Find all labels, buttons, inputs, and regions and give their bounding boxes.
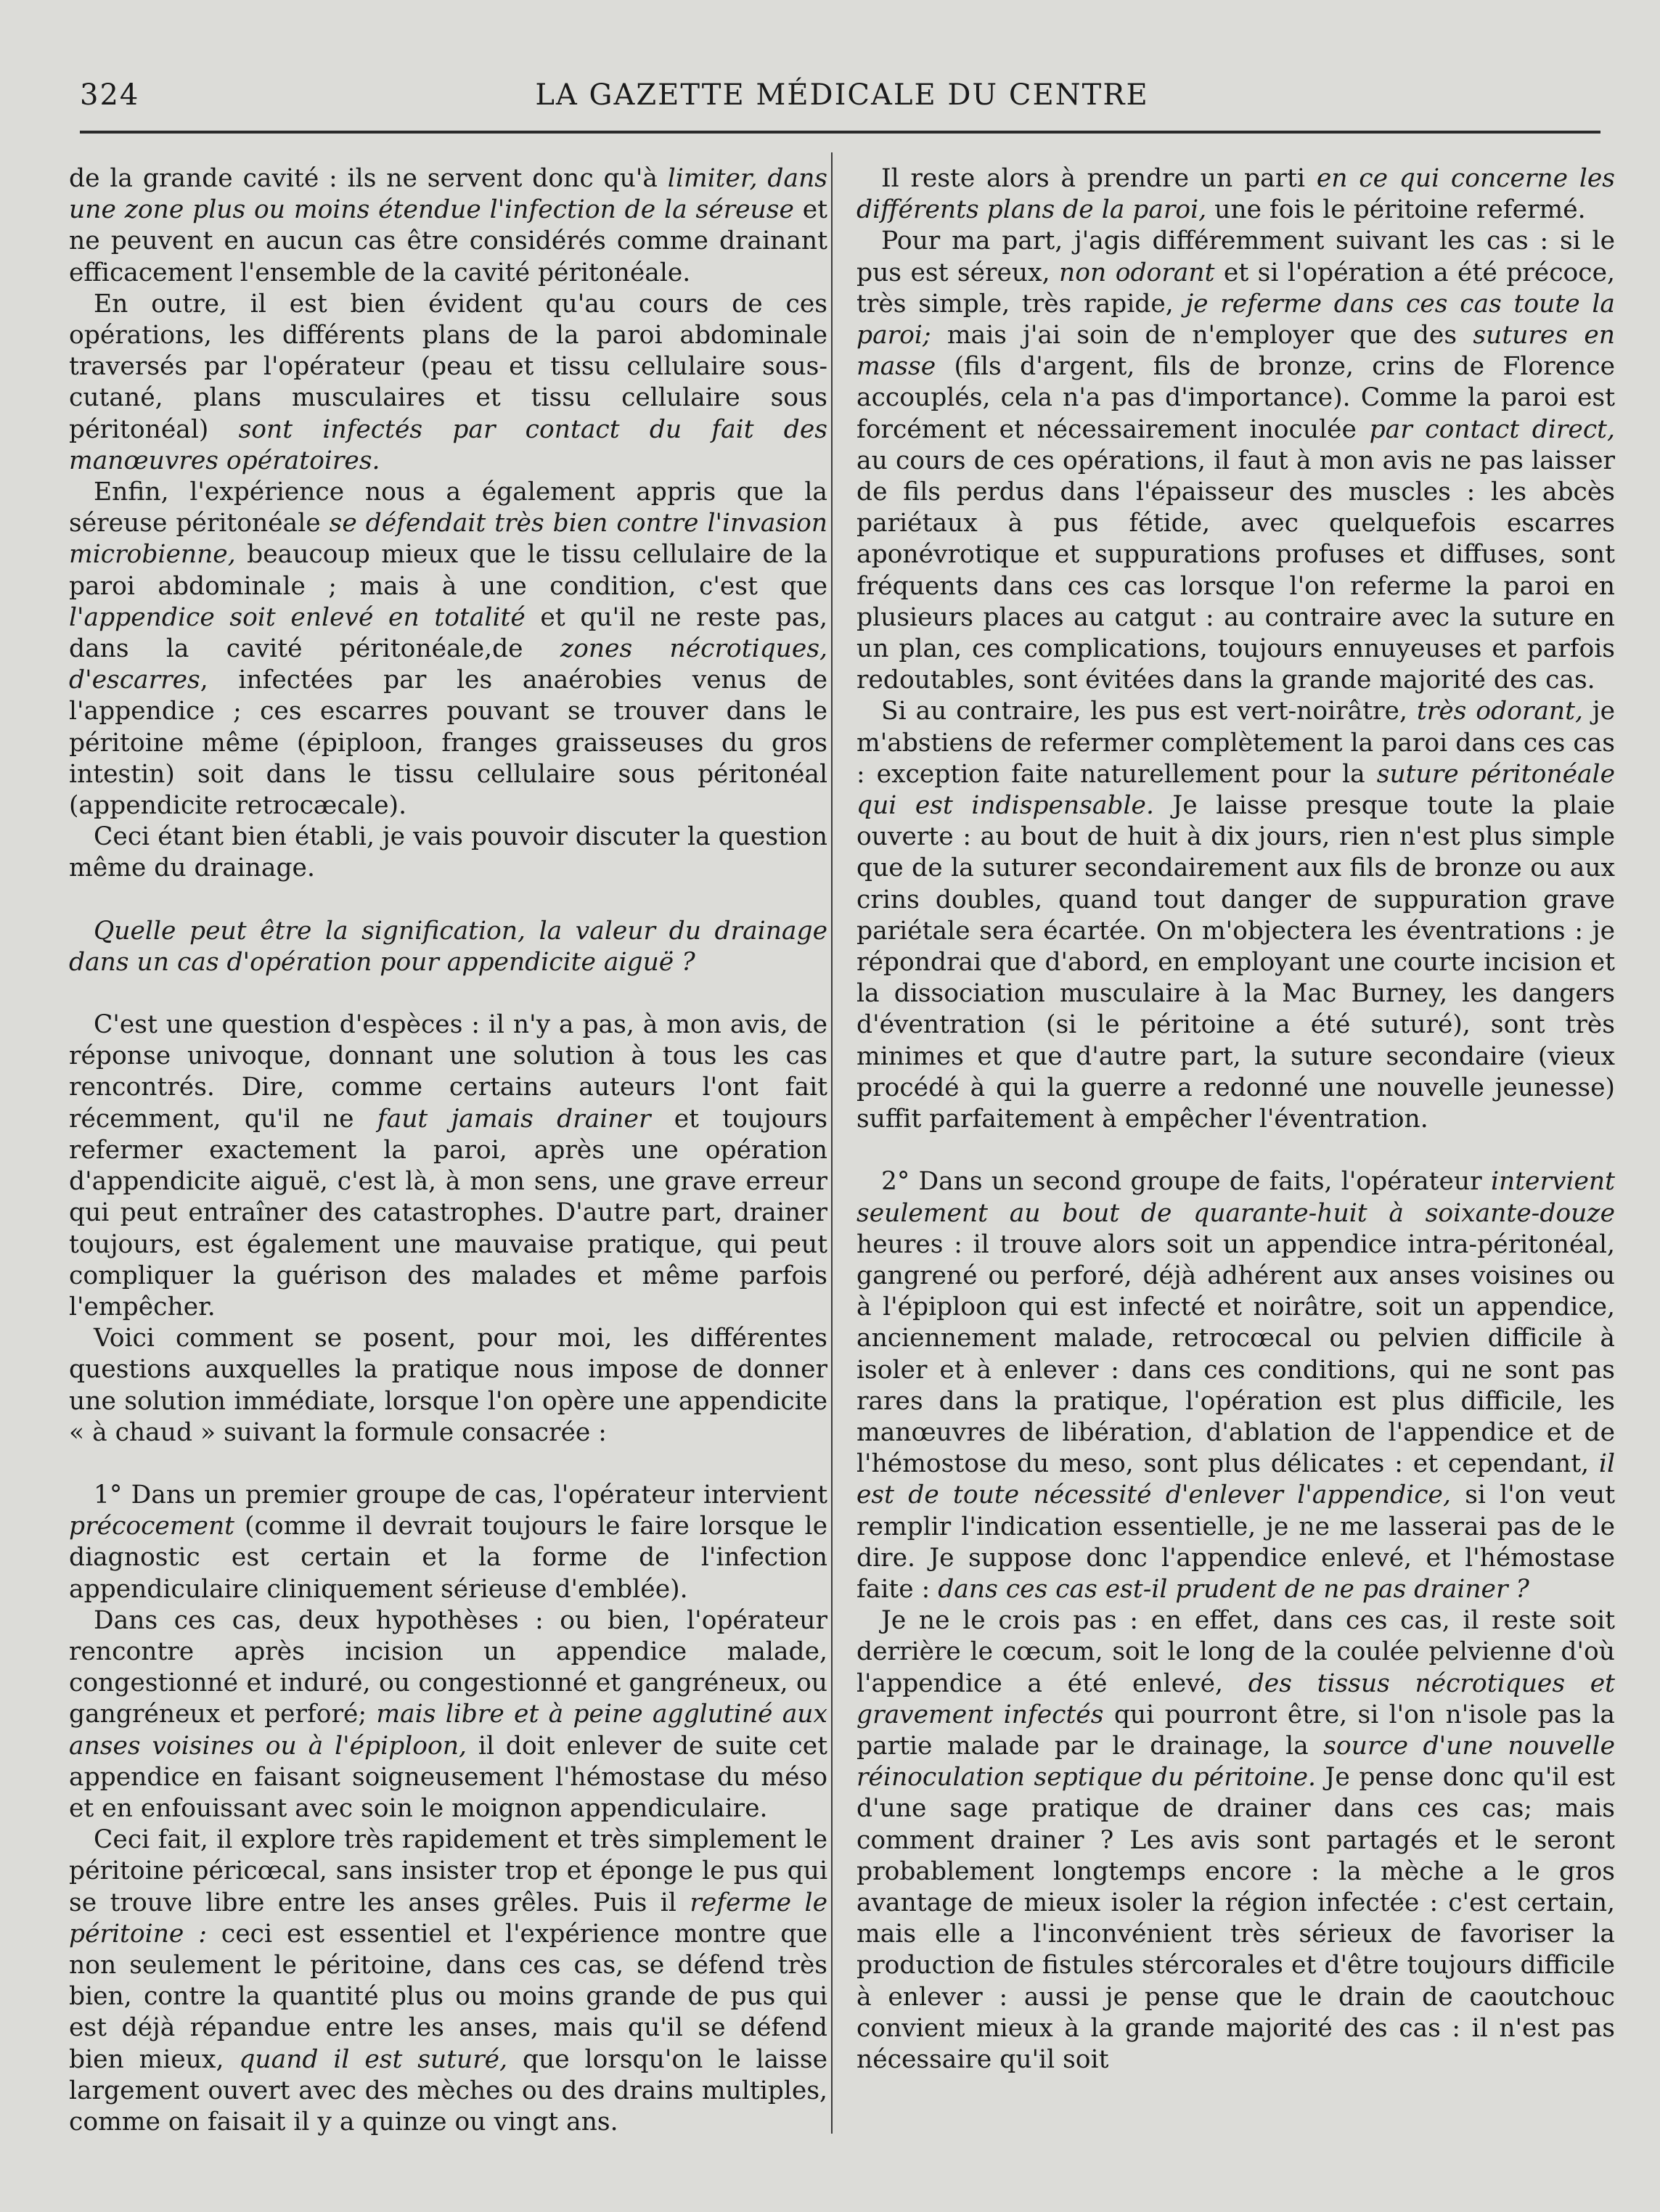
paragraph: Ceci fait, il explore très rapidement et très simplement le péritoine péricœcal, sans insister trop et éponge le pus qui se trouve libre entre les anses grêles. Puis il referme le péritoine : ceci est essentiel et l'expérience montre que non seulement le péritoine, dans ces cas, se défend très bien, contre la quantité plus ou moins grande de pus qui est déjà répandue entre les anses, mais qu'il se défend bien mieux, quand il est suturé, que lorsqu'on le laisse largement ouvert avec des mèches ou des drains multiples, comme on faisait il y a quinze ou vingt ans. [69,1825,827,2137]
paragraph: 2° Dans un second groupe de faits, l'opérateur intervient seulement au bout de quarante-huit à soixante-douze heures : il trouve alors soit un appendice intra-péritonéal, gangrené ou perforé, déjà adhérent aux anses voisines ou à l'épiploon qui est infecté et noirâtre, soit un appendice, anciennement malade, retrocœcal ou pelvien difficile à isoler et à enlever : dans ces conditions, qui ne sont pas rares dans la pratique, l'opération est plus difficile, les manœuvres de libération, d'ablation de l'appendice et de l'hémostose du meso, sont plus délicates : et cependant, il est de toute nécessité d'enlever l'appendice, si l'on veut remplir l'indication essentielle, je ne me lasserai pas de le dire. Je suppose donc l'appendice enlevé, et l'hémostase faite : dans ces cas est-il prudent de ne pas drainer ? [856,1167,1615,1604]
paragraph: 1° Dans un premier groupe de cas, l'opérateur intervient précocement (comme il devrait toujours le faire lorsque le diagnostic est certain et la forme de l'infection appendiculaire cliniquement sérieuse d'emblée). [69,1480,827,1604]
paragraph: Pour ma part, j'agis différemment suivant les cas : si le pus est séreux, non odorant et si l'opération a été précoce, très simple, très rapide, je referme dans ces cas toute la paroi; mais j'ai soin de n'employer que des sutures en masse (fils d'argent, fils de bronze, crins de Florence accouplés, cela n'a pas d'importance). Comme la paroi est forcément et nécessairement inoculée par contact direct, au cours de ces opérations, il faut à mon avis ne pas laisser de fils perdus dans l'épaisseur des muscles : les abcès pariétaux à pus fétide, avec quelquefois escarres aponévrotique et suppurations profuses et diffuses, sont fréquents dans ces cas lorsque l'on referme la paroi en plusieurs places au catgut : au contraire avec la suture en un plan, ces complications, toujours ennuyeuses et parfois redoutables, sont évitées dans la grande majorité des cas. [856,226,1615,695]
page-number: 324 [80,78,140,112]
paragraph: Il reste alors à prendre un parti en ce qui concerne les différents plans de la paroi, une fois le péritoine refermé. [856,164,1615,225]
left-column [69,163,827,2166]
paragraph: En outre, il est bien évident qu'au cours de ces opérations, les différents plans de la paroi abdominale traversés par l'opérateur (peau et tissu cellulaire sous-cutané, plans musculaires et tissu cellulaire sous péritonéal) sont infectés par contact du fait des manœuvres opératoires. [69,289,827,475]
paragraph: de la grande cavité : ils ne servent donc qu'à limiter, dans une zone plus ou moins étendue l'infection de la séreuse et ne peuvent en aucun cas être considérés comme drainant efficacement l'ensemble de la cavité péritonéale. [69,164,827,287]
section-question: Quelle peut être la signification, la valeur du drainage dans un cas d'opération pour appendicite aiguë ? [69,916,827,977]
header-rule [80,131,1600,134]
paragraph: Enfin, l'expérience nous a également appris que la séreuse péritonéale se défendait très bien contre l'invasion microbienne, beaucoup mieux que le tissu cellulaire de la paroi abdominale ; mais à une condition, c'est que l'appendice soit enlevé en totalité et qu'il ne reste pas, dans la cavité péritonéale,de zones nécrotiques, d'escarres, infectées par les anaérobies venus de l'appendice ; ces escarres pouvant se trouver dans le péritoine même (épiploon, franges graisseuses du gros intestin) soit dans le tissu cellulaire sous péritonéal (appendicite retrocæcale). [69,478,827,821]
paragraph: Si au contraire, les pus est vert-noirâtre, très odorant, je m'abstiens de refermer complètement la paroi dans ces cas : exception faite naturellement pour la suture péritonéale qui est indispensable. Je laisse presque toute la plaie ouverte : au bout de huit à dix jours, rien n'est plus simple que de la suturer secondairement aux fils de bronze ou aux crins doubles, quand tout danger de suppuration grave pariétale sera écartée. On m'objectera les éventrations : je répondrai que d'abord, en employant une courte incision et la dissociation musculaire à la Mac Burney, les dangers d'éventration (si le péritoine a été suturé), sont très minimes et que d'autre part, la suture secondaire (vieux procédé à qui la guerre a redonné une nouvelle jeunesse) suffit parfaitement à empêcher l'éventration. [856,697,1615,1134]
paragraph: Je ne le crois pas : en effet, dans ces cas, il reste soit derrière le cœcum, soit le long de la coulée pelvienne d'où l'appendice a été enlevé, des tissus nécrotiques et gravement infectés qui pourront être, si l'on n'isole pas la partie malade par le drainage, la source d'une nouvelle réinoculation septique du péritoine. Je pense donc qu'il est d'une sage pratique de drainer dans ces cas; mais comment drainer ? Les avis sont partagés et le seront probablement longtemps encore : la mèche a le gros avantage de mieux isoler la région infectée : c'est certain, mais elle a l'inconvénient très sérieux de favoriser la production de fistules stércorales et d'être toujours difficile à enlever : aussi je pense que le drain de caoutchouc convient mieux à la grande majorité des cas : il n'est pas nécessaire qu'il soit [856,1606,1615,2074]
paragraph: Voici comment se posent, pour moi, les différentes questions auxquelles la pratique nous impose de donner une solution immédiate, lorsque l'on opère une appendicite « à chaud » suivant la formule consacrée : [69,1324,827,1447]
paragraph: Dans ces cas, deux hypothèses : ou bien, l'opérateur rencontre après incision un appendice malade, congestionné et induré, ou congestionné et gangréneux, ou gangréneux et perforé; mais libre et à peine agglutiné aux anses voisines ou à l'épiploon, il doit enlever de suite cet appendice en faisant soigneusement l'hémostase du méso et en enfouissant avec soin le moignon appendiculaire. [69,1605,827,1823]
paragraph: C'est une question d'espèces : il n'y a pas, à mon avis, de réponse univoque, donnant une solution à tous les cas rencontrés. Dire, comme certains auteurs l'ont fait récemment, qu'il ne faut jamais drainer et toujours refermer exactement la paroi, après une opération d'appendicite aiguë, c'est là, à mon sens, une grave erreur qui peut entraîner des catastrophes. D'autre part, drainer toujours, est également une mauvaise pratique, qui peut compliquer la guérison des malades et même parfois l'empêcher. [69,1010,827,1322]
journal-title: LA GAZETTE MÉDICALE DU CENTRE [535,78,1149,112]
paragraph: Ceci étant bien établi, je vais pouvoir discuter la question même du drainage. [69,822,827,883]
right-column [856,163,1615,2166]
page-header [80,73,1604,116]
column-divider [831,152,833,2134]
